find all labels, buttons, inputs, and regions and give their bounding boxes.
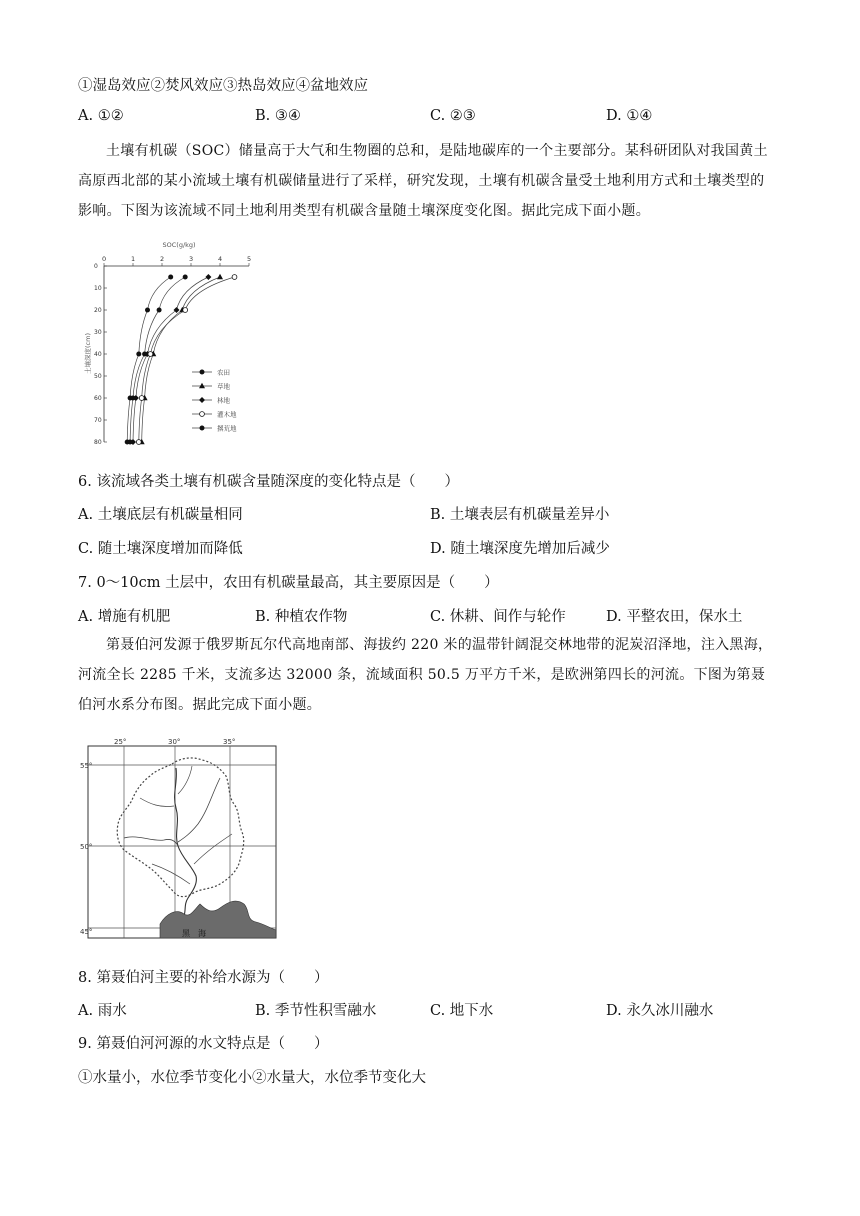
q8-option-a: A. 雨水 xyxy=(78,1003,127,1019)
tributary-desna xyxy=(178,778,220,842)
y-tick-label: 0 xyxy=(94,263,98,270)
series-line-1 xyxy=(142,277,220,442)
lat-label-45: 45° xyxy=(80,928,93,936)
x-tick-label: 4 xyxy=(218,255,223,263)
q8-stem: 8. 第聂伯河主要的补给水源为（ ） xyxy=(78,970,329,986)
q5-option-c: C. ②③ xyxy=(430,108,476,124)
x-axis-label: SOC(g/kg) xyxy=(162,241,196,249)
y-tick-label: 30 xyxy=(94,329,102,336)
x-tick-label: 0 xyxy=(102,255,107,263)
q5-option-d: D. ①④ xyxy=(606,108,653,124)
dnieper-river-map xyxy=(80,738,280,942)
data-point-series-2 xyxy=(174,307,180,313)
data-point-series-4 xyxy=(157,308,162,313)
q8-option-c: C. 地下水 xyxy=(430,1003,494,1019)
data-point-series-3 xyxy=(148,352,153,357)
map-frame xyxy=(88,746,276,938)
passage-soc xyxy=(78,136,778,226)
passage-soc-text: 土壤有机碳（SOC）储量高于大气和生物圈的总和，是陆地碳库的一个主要部分。某科研团队对我国黄土高原西北部的某小流域土壤有机碳储量进行了采样，研究发现，土壤有机碳含量受土地利用方式和土壤类型的影响。下图为该流域不同土地利用类型有机碳含量随土壤深度变化图。据此完成下面小题。 xyxy=(78,143,768,219)
y-tick-label: 10 xyxy=(94,285,102,292)
data-point-series-3 xyxy=(139,396,144,401)
legend-label: 草地 xyxy=(217,382,230,391)
series-line-4 xyxy=(130,277,185,442)
tributary-east xyxy=(194,834,232,864)
lon-label-30: 30° xyxy=(168,738,181,746)
legend-marker xyxy=(199,383,205,388)
q7-option-b: B. 种植农作物 xyxy=(255,609,348,625)
legend-label: 灌木地 xyxy=(217,410,237,419)
lon-label-35: 35° xyxy=(223,738,236,746)
lat-label-50: 50° xyxy=(80,843,93,851)
q8-option-b: B. 季节性积雪融水 xyxy=(255,1003,377,1019)
black-sea xyxy=(160,901,276,938)
y-tick-label: 70 xyxy=(94,417,102,424)
q7-option-d: D. 平整农田，保水土 xyxy=(606,609,743,625)
legend-label: 农田 xyxy=(217,368,230,377)
passage-dnieper-text: 第聂伯河发源于俄罗斯瓦尔代高地南部、海拔约 220 米的温带针阔混交林地带的泥炭沼泽地，注入黑海，河流全长 2285 千米，支流多达 32000 条，流域面积 50.5 万平方千米，是欧洲第四长的河流。下图为第聂伯河水系分布图。据此完成下面小题。 xyxy=(78,637,773,713)
data-point-series-4 xyxy=(183,275,188,280)
q9-items: ①水量小，水位季节变化小②水量大，水位季节变化大 xyxy=(78,1070,426,1086)
data-point-series-4 xyxy=(131,396,136,401)
tributary-south xyxy=(152,864,190,884)
data-point-series-0 xyxy=(145,308,150,313)
x-tick-label: 1 xyxy=(131,255,136,263)
y-tick-label: 20 xyxy=(94,307,102,314)
legend-marker xyxy=(199,397,205,403)
data-point-series-0 xyxy=(136,352,141,357)
x-tick-label: 3 xyxy=(189,255,194,263)
tributary-pripyat xyxy=(124,837,178,846)
q8-option-d: D. 永久冰川融水 xyxy=(606,1003,714,1019)
data-point-series-2 xyxy=(205,274,211,280)
q9-stem: 9. 第聂伯河河源的水文特点是（ ） xyxy=(78,1036,329,1052)
lon-label-25: 25° xyxy=(114,738,127,746)
data-point-series-4 xyxy=(128,440,133,445)
q7-option-a: A. 增施有机肥 xyxy=(78,609,171,625)
lat-label-55: 55° xyxy=(80,762,93,770)
legend-marker xyxy=(200,426,205,431)
x-tick-label: 5 xyxy=(247,255,252,263)
q6-option-b: B. 土壤表层有机碳量差异小 xyxy=(430,507,610,523)
y-axis-label: 土壤深度(cm) xyxy=(84,333,92,374)
legend-marker xyxy=(200,412,205,417)
basin-boundary xyxy=(117,758,243,897)
y-tick-label: 40 xyxy=(94,351,102,358)
data-point-series-3 xyxy=(136,440,141,445)
q7-stem: 7. 0～10cm 土层中，农田有机碳量最高，其主要原因是（ ） xyxy=(78,575,499,591)
data-point-series-3 xyxy=(183,308,188,313)
legend-label: 撂荒地 xyxy=(217,424,237,433)
q5-option-a: A. ①② xyxy=(78,108,124,124)
data-point-series-0 xyxy=(168,275,173,280)
y-tick-label: 50 xyxy=(94,373,102,380)
q5-option-b: B. ③④ xyxy=(255,108,301,124)
tributary-north xyxy=(178,766,192,794)
tributary-west xyxy=(140,798,174,807)
q6-option-c: C. 随土壤深度增加而降低 xyxy=(78,541,243,557)
q7-option-c: C. 休耕、间作与轮作 xyxy=(430,609,566,625)
data-point-series-4 xyxy=(142,352,147,357)
q6-option-d: D. 随土壤深度先增加后减少 xyxy=(430,541,610,557)
q6-option-a: A. 土壤底层有机碳量相同 xyxy=(78,507,243,523)
data-point-series-1 xyxy=(217,274,223,279)
data-point-series-3 xyxy=(232,275,237,280)
q6-stem: 6. 该流域各类土壤有机碳含量随深度的变化特点是（ ） xyxy=(78,474,459,490)
q5-items: ①湿岛效应②焚风效应③热岛效应④盆地效应 xyxy=(78,78,368,94)
legend-label: 林地 xyxy=(217,396,230,405)
series-line-2 xyxy=(133,277,208,442)
y-tick-label: 60 xyxy=(94,395,102,402)
sea-label: 黑 海 xyxy=(182,929,206,938)
x-tick-label: 2 xyxy=(160,255,165,263)
y-tick-label: 80 xyxy=(94,439,102,446)
soc-depth-chart xyxy=(84,238,274,452)
legend-marker xyxy=(200,370,205,375)
passage-dnieper xyxy=(78,630,778,720)
